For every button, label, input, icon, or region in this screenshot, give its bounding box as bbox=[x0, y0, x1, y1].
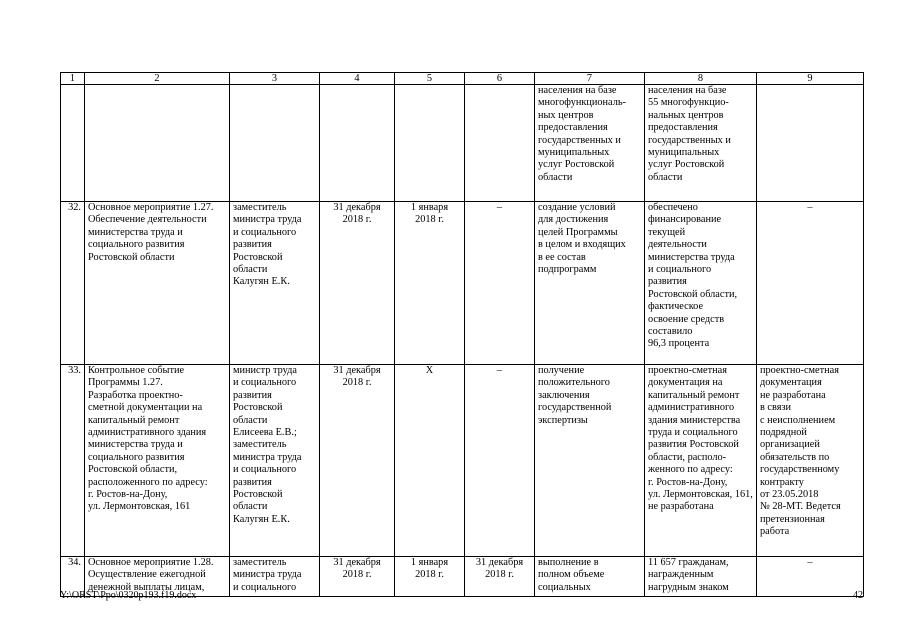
responsible-cell: заместитель министра труда и социального развития Ростовской области Калугян Е.К. bbox=[230, 202, 320, 365]
end-date-cell bbox=[465, 85, 535, 202]
header-cell-4: 4 bbox=[320, 73, 395, 85]
reason-cell: – bbox=[757, 202, 864, 365]
row-number bbox=[61, 85, 85, 202]
header-cell-2: 2 bbox=[85, 73, 230, 85]
page-number: 42 bbox=[853, 590, 863, 601]
start-date-cell: 1 января 2018 г. bbox=[395, 202, 465, 365]
header-cell-5: 5 bbox=[395, 73, 465, 85]
actual-result-cell: 11 657 гражданам, награжденным нагрудным знаком bbox=[645, 557, 757, 597]
end-date-cell: – bbox=[465, 365, 535, 557]
header-row bbox=[61, 73, 864, 85]
reason-cell: – bbox=[757, 557, 864, 597]
responsible-cell: заместитель министра труда и социального bbox=[230, 557, 320, 597]
report-table bbox=[60, 72, 864, 597]
end-date-cell: – bbox=[465, 202, 535, 365]
file-path: Y:\ORST\Ppo\0320p193.f19.docx bbox=[60, 590, 197, 601]
planned-result-cell: населения на базе многофункциональ- ных центров предоставления государственных и муниципальных услуг Ростовской области bbox=[535, 85, 645, 202]
table-row-33 bbox=[61, 365, 864, 557]
header-cell-7: 7 bbox=[535, 73, 645, 85]
responsible-cell bbox=[230, 85, 320, 202]
end-date-cell: 31 декабря 2018 г. bbox=[465, 557, 535, 597]
header-cell-9: 9 bbox=[757, 73, 864, 85]
header-cell-6: 6 bbox=[465, 73, 535, 85]
start-date-cell: 1 января 2018 г. bbox=[395, 557, 465, 597]
event-cell: Основное мероприятие 1.27. Обеспечение деятельности министерства труда и социального развития Ростовской области bbox=[85, 202, 230, 365]
planned-result-cell: создание условий для достижения целей Программы в целом и входящих в ее состав подпрограмм bbox=[535, 202, 645, 365]
row-number: 33. bbox=[61, 365, 85, 557]
reason-cell bbox=[757, 85, 864, 202]
row-number: 34. bbox=[61, 557, 85, 597]
planned-result-cell: выполнение в полном объеме социальных bbox=[535, 557, 645, 597]
plan-date-cell: 31 декабря 2018 г. bbox=[320, 202, 395, 365]
event-cell: Основное мероприятие 1.28. Осуществление ежегодной денежной выплаты лицам, bbox=[85, 557, 230, 597]
table-row-32 bbox=[61, 202, 864, 365]
table-row-continued bbox=[61, 85, 864, 202]
plan-date-cell: 31 декабря 2018 г. bbox=[320, 365, 395, 557]
start-date-cell bbox=[395, 85, 465, 202]
event-cell: Контрольное событие Программы 1.27. Разработка проектно- сметной документации на капитальный ремонт административного здания министерства труда и социального развития Ростовской области, расположенного по адресу: г. Ростов-на-Дону, ул. Лермонтовская, 161 bbox=[85, 365, 230, 557]
start-date-cell: Х bbox=[395, 365, 465, 557]
plan-date-cell: 31 декабря 2018 г. bbox=[320, 557, 395, 597]
reason-cell: проектно-сметная документация не разработана в связи с неисполнением подрядной организацией обязательств по государственному контракту от 23.05.2018 № 28-МТ. Ведется претензионная работа bbox=[757, 365, 864, 557]
actual-result-cell: проектно-сметная документация на капитальный ремонт административного здания министерства труда и социального развития Ростовской области, располо- женного по адресу: г. Ростов-на-Дону, ул. Лермонтовская, 161, не разработана bbox=[645, 365, 757, 557]
header-cell-1: 1 bbox=[61, 73, 85, 85]
plan-date-cell bbox=[320, 85, 395, 202]
row-number: 32. bbox=[61, 202, 85, 365]
responsible-cell: министр труда и социального развития Ростовской области Елисеева Е.В.; заместитель министра труда и социального развития Ростовской области Калугян Е.К. bbox=[230, 365, 320, 557]
planned-result-cell: получение положительного заключения государственной экспертизы bbox=[535, 365, 645, 557]
actual-result-cell: обеспечено финансирование текущей деятельности министерства труда и социального развития Ростовской области, фактическое освоение средств составило 96,3 процента bbox=[645, 202, 757, 365]
actual-result-cell: населения на базе 55 многофункцио- нальных центров предоставления государственных и муниципальных услуг Ростовской области bbox=[645, 85, 757, 202]
header-cell-8: 8 bbox=[645, 73, 757, 85]
header-cell-3: 3 bbox=[230, 73, 320, 85]
event-cell bbox=[85, 85, 230, 202]
